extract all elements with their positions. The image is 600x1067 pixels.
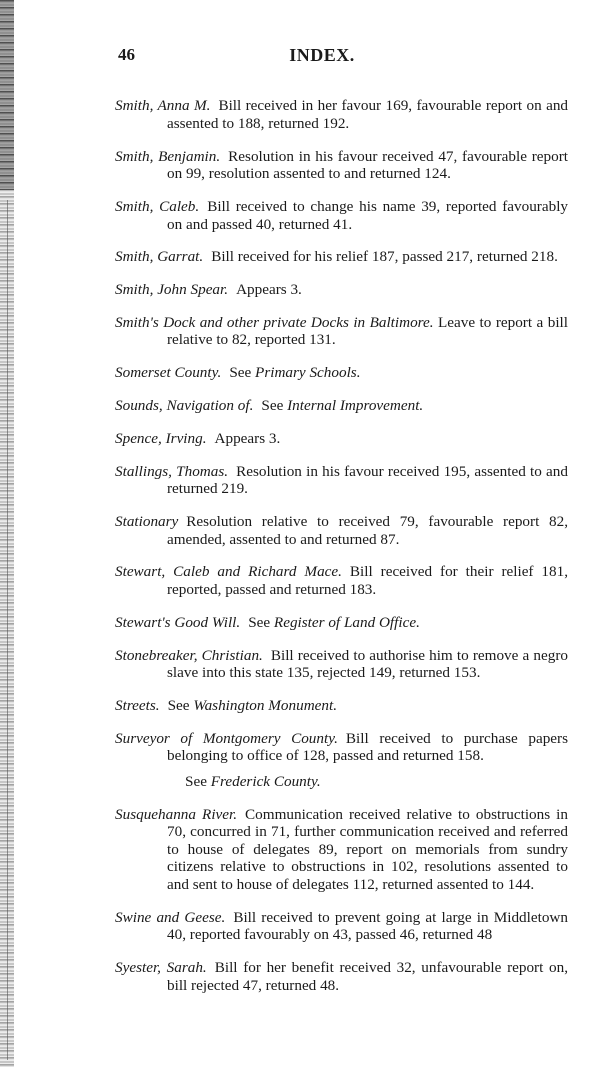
entry-text: Appears 3.: [236, 281, 302, 299]
entry-heading: Susquehanna River.: [115, 805, 238, 823]
cross-reference: Internal Improvement.: [287, 397, 424, 415]
entry-heading: Surveyor of Montgomery County.: [115, 729, 338, 747]
gutter-line: [7, 200, 8, 1060]
entry-heading: Swine and Geese.: [115, 908, 226, 926]
index-entry: [115, 614, 568, 632]
entry-heading: Smith, Caleb.: [115, 197, 200, 215]
entry-heading: Smith's Dock and other private Docks in Baltimore.: [115, 313, 434, 331]
entry-text: Communication received relative to obstructions in 70, concurred in 71, further communication received and referred to house of delegates 89, report on memorials from sundry citizens relative to obstructions in 102, resolutions assented to and sent to house of delegates 112, returned assented to 144.: [167, 805, 568, 893]
cross-reference: Washington Monument.: [193, 696, 338, 714]
entry-text: Bill for her benefit received 32, unfavourable report on, bill rejected 47, returned 48.: [167, 959, 568, 994]
entry-heading: Smith, Anna M.: [115, 97, 211, 115]
index-entry: [115, 397, 568, 415]
entry-text: Leave to report a bill relative to 82, reported 131.: [167, 313, 568, 349]
entry-text: Bill received to prevent going at large in Middletown 40, reported favourably on 43, passed 46, returned 48: [167, 908, 568, 944]
entry-text: Bill received for their relief 181, reported, passed and returned 183.: [167, 563, 569, 598]
entry-heading: Smith, Garrat.: [115, 248, 204, 266]
entry-heading: Sounds, Navigation of.: [115, 397, 254, 415]
entry-text: Resolution in his favour received 47, favourable report on 99, resolution assented to and returned 124.: [167, 147, 568, 183]
entry-heading: Stationary: [115, 512, 179, 530]
index-entry: [115, 806, 568, 894]
page-number: 46: [118, 45, 135, 64]
index-entry: [115, 364, 568, 382]
index-entry: [115, 647, 568, 682]
cross-reference: Frederick County.: [210, 772, 321, 790]
cross-reference: Register of Land Office.: [273, 613, 420, 631]
index-entry: [115, 697, 568, 715]
index-entries: [115, 82, 568, 998]
entry-text: Appears 3.: [214, 429, 281, 447]
index-entry: [115, 314, 568, 349]
index-entry: [115, 248, 568, 266]
index-entry-see-also: [115, 773, 568, 791]
entry-text: Resolution relative to received 79, favourable report 82, amended, assented to and returned 87.: [167, 512, 568, 548]
entry-heading: Smith, Benjamin.: [115, 147, 221, 165]
entry-heading: Streets.: [115, 696, 160, 714]
index-entry: [115, 281, 568, 299]
index-entry: [115, 97, 568, 132]
entry-heading: Spence, Irving.: [115, 429, 207, 447]
index-entry: [115, 148, 568, 183]
entry-heading: Syester, Sarah.: [115, 959, 207, 977]
entry-heading: Stewart, Caleb and Richard Mace.: [115, 563, 342, 581]
entry-text: Resolution in his favour received 195, assented to and returned 219.: [167, 462, 568, 498]
entry-text: Bill received to purchase papers belonging to office of 128, passed and returned 158.: [167, 729, 569, 765]
entry-text: Bill received for his relief 187, passed 217, returned 218.: [211, 248, 558, 266]
entry-heading: Smith, John Spear.: [115, 281, 229, 299]
cross-reference: Primary Schools.: [255, 364, 361, 382]
entry-text: Bill received to change his name 39, reported favourably on and passed 40, returned 41.: [167, 197, 569, 233]
entry-heading: Stonebreaker, Christian.: [115, 646, 263, 664]
index-entry: [115, 959, 568, 994]
entry-text: See: [185, 772, 207, 790]
entry-text: See: [229, 364, 252, 382]
entry-text: See: [248, 613, 271, 631]
entry-heading: Stewart's Good Will.: [115, 613, 241, 631]
index-entry: [115, 909, 568, 944]
index-entry: [115, 730, 568, 765]
index-entry: [115, 563, 568, 598]
entry-heading: Somerset County.: [115, 364, 222, 382]
index-entry: [115, 513, 568, 548]
entry-heading: Stallings, Thomas.: [115, 462, 229, 480]
entry-text: See: [167, 696, 190, 714]
index-entry: [115, 198, 568, 233]
entry-text: Bill received to authorise him to remove a negro slave into this state 135, rejected 149, returned 153.: [167, 646, 568, 682]
index-entry: [115, 430, 568, 448]
index-entry: [115, 463, 568, 498]
running-head: INDEX.: [289, 45, 355, 65]
entry-text: See: [261, 397, 284, 415]
entry-text: Bill received in her favour 169, favourable report on and assented to 188, returned 192.: [167, 97, 569, 132]
